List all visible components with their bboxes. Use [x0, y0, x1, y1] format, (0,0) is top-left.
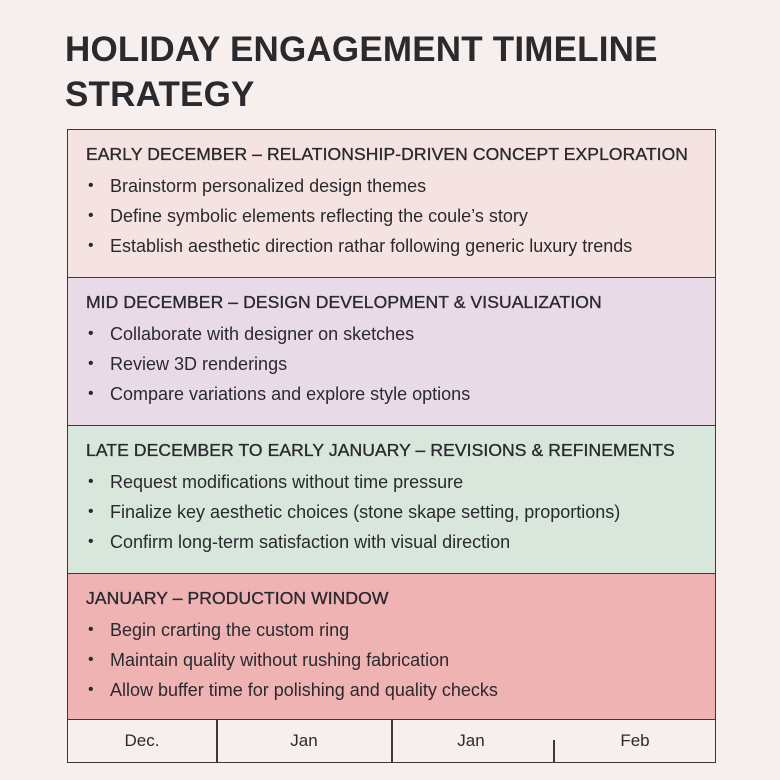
phase-heading: JANUARY – PRODUCTION WINDOW — [86, 588, 389, 608]
phase-january — [68, 574, 715, 720]
bullet-icon: • — [88, 651, 94, 668]
phase-heading: MID DECEMBER – DESIGN DEVELOPMENT & VISUALIZATION — [86, 292, 602, 312]
bullet-icon: • — [88, 325, 94, 342]
list-item-text: Allow buffer time for polishing and quality checks — [110, 680, 498, 700]
list-item-text: Finalize key aesthetic choices (stone skape setting, proportions) — [110, 502, 621, 522]
bullet-icon: • — [88, 473, 94, 490]
phase-heading: LATE DECEMBER TO EARLY JANUARY – REVISIONS & REFINEMENTS — [86, 440, 675, 460]
list-item-text: Establish aesthetic direction rathar following generic luxury trends — [110, 236, 633, 256]
page-title: HOLIDAY ENGAGEMENT TIMELINE STRATEGY — [65, 30, 658, 114]
phase-early-december — [68, 130, 715, 278]
timeline-label-feb: Feb — [620, 731, 650, 750]
phase-items — [86, 171, 715, 261]
list-item — [86, 349, 715, 379]
list-item — [86, 497, 715, 527]
list-item — [86, 645, 715, 675]
bullet-icon: • — [88, 621, 94, 638]
list-item — [86, 171, 715, 201]
bullet-icon: • — [88, 177, 94, 194]
phase-heading: EARLY DECEMBER – RELATIONSHIP-DRIVEN CONCEPT EXPLORATION — [86, 144, 689, 164]
bullet-icon: • — [88, 385, 94, 402]
list-item-text: Brainstorm personalized design themes — [110, 176, 427, 196]
phase-mid-december — [68, 278, 715, 426]
list-item-text: Review 3D renderings — [110, 354, 288, 374]
timeline-board — [67, 129, 716, 763]
timeline-label-jan-1: Jan — [290, 731, 318, 750]
list-item-text: Begin crarting the custom ring — [110, 620, 350, 640]
list-item — [86, 527, 715, 557]
list-item — [86, 467, 715, 497]
list-item — [86, 615, 715, 645]
list-item-text: Define symbolic elements reflecting the coule’s story — [110, 206, 528, 226]
list-item-text: Confirm long-term satisfaction with visual direction — [110, 532, 511, 552]
list-item — [86, 201, 715, 231]
bullet-icon: • — [88, 503, 94, 520]
bullet-icon: • — [88, 355, 94, 372]
timeline-axis — [68, 720, 715, 762]
phase-late-december — [68, 426, 715, 574]
bullet-icon: • — [88, 207, 94, 224]
timeline-label-dec: Dec. — [124, 731, 160, 750]
list-item-text: Request modifications without time pressure — [110, 472, 464, 492]
list-item — [86, 379, 715, 409]
bullet-icon: • — [88, 681, 94, 698]
list-item — [86, 319, 715, 349]
list-item-text: Collaborate with designer on sketches — [110, 324, 415, 344]
timeline-label-jan-2: Jan — [457, 731, 485, 750]
list-item — [86, 675, 715, 705]
list-item-text: Maintain quality without rushing fabrication — [110, 650, 450, 670]
list-item-text: Compare variations and explore style options — [110, 384, 471, 404]
phase-items — [86, 467, 715, 557]
bullet-icon: • — [88, 533, 94, 550]
phase-items — [86, 615, 715, 705]
bullet-icon: • — [88, 237, 94, 254]
phase-items — [86, 319, 715, 409]
list-item — [86, 231, 715, 261]
